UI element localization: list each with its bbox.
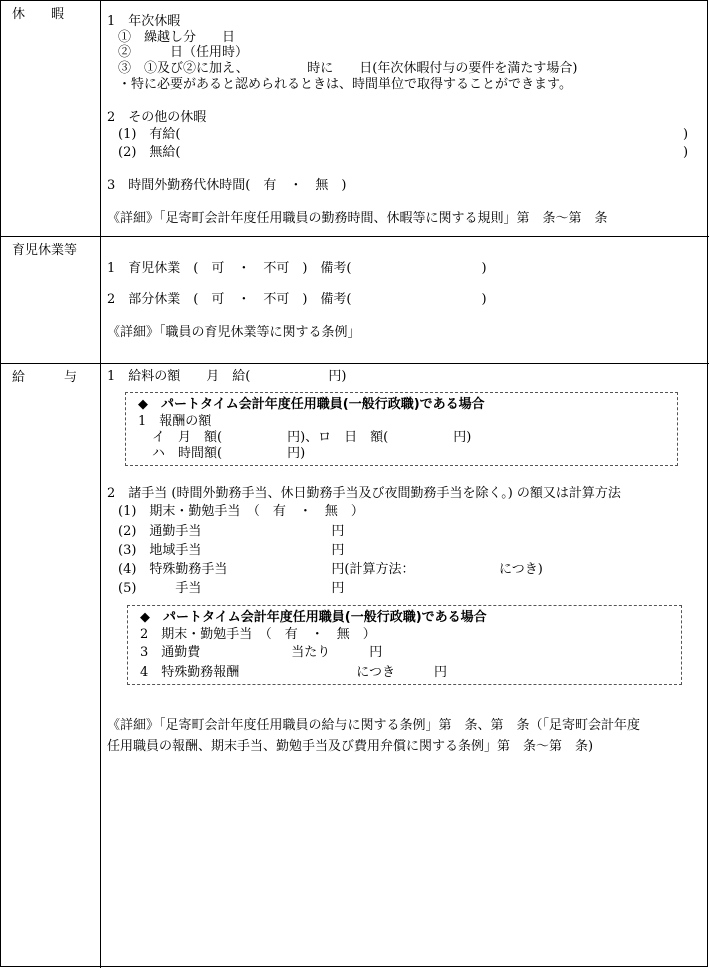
diamond-icon: ◆	[138, 397, 148, 412]
part-time-box-1-title-row	[138, 397, 485, 413]
kyuka-item2-b-close: )	[683, 145, 689, 160]
section-label-ikuji: 育児休業等	[12, 243, 78, 258]
allowance-1: (1) 期末・勤勉手当 （ 有 ・ 無 ）	[118, 504, 364, 519]
kyuka-item1-a: ① 繰越し分 日	[118, 30, 236, 45]
kyuka-item3: 3 時間外勤務代休時間( 有 ・ 無 )	[107, 178, 347, 193]
kyuka-detail: 《詳細》「足寄町会計年度任用職員の勤務時間、休暇等に関する規則」第 条～第 条	[107, 211, 608, 226]
part-time-box-2	[127, 605, 682, 685]
kyuyo-detail-2: 任用職員の報酬、期末手当、勤勉手当及び費用弁償に関する条例」第 条～第 条)	[107, 739, 594, 754]
part-time-box-1-title: パートタイム会計年度任用職員(一般行政職)である場合	[161, 397, 485, 412]
kyuka-item2-b: (2) 無給(	[118, 145, 181, 160]
allowance-5: (5) 手当 円	[118, 581, 345, 596]
section-label-kyuka: 休 暇	[12, 7, 65, 22]
box2-line1: 2 期末・勤勉手当 （ 有 ・ 無 ）	[140, 627, 376, 642]
kyuyo-item2-title: 2 諸手当 (時間外勤務手当、休日勤務手当及び夜間勤務手当を除く。) の額又は計算方法	[107, 486, 621, 501]
row-divider	[0, 363, 709, 364]
ikuji-item1: 1 育児休業 ( 可 ・ 不可 ) 備考( )	[107, 261, 487, 276]
column-divider	[100, 0, 101, 968]
allowance-4: (4) 特殊勤務手当 円(計算方法： につき)	[118, 562, 543, 577]
row-divider	[0, 236, 709, 237]
kyuka-item2-a: (1) 有給(	[118, 127, 181, 142]
ikuji-detail: 《詳細》「職員の育児休業等に関する条例」	[107, 325, 361, 340]
box2-line3: 4 特殊勤務報酬 につき 円	[140, 665, 448, 680]
allowance-2: (2) 通勤手当 円	[118, 524, 345, 539]
kyuka-item1-title: 1 年次休暇	[107, 14, 181, 29]
kyuyo-detail-1: 《詳細》「足寄町会計年度任用職員の給与に関する条例」第 条、第 条（「足寄町会計年度	[107, 718, 641, 733]
part-time-box-2-title-row	[140, 610, 487, 626]
kyuka-item1-b: ② 日（任用時）	[118, 45, 249, 60]
box1-line2: イ 月 額( 円)、ロ 日 額( 円)	[152, 430, 472, 445]
kyuyo-item1: 1 給料の額 月 給( 円)	[107, 369, 347, 384]
part-time-box-2-title: パートタイム会計年度任用職員(一般行政職)である場合	[163, 610, 487, 625]
box1-line3: ハ 時間額( 円)	[152, 446, 306, 461]
diamond-icon: ◆	[140, 610, 150, 625]
kyuka-item2-a-close: )	[683, 127, 689, 142]
kyuka-item2-title: 2 その他の休暇	[107, 110, 207, 125]
part-time-box-1	[125, 392, 678, 466]
box2-line2: 3 通勤費 当たり 円	[140, 645, 383, 660]
section-label-kyuyo: 給 与	[12, 370, 78, 385]
ikuji-item2: 2 部分休業 ( 可 ・ 不可 ) 備考( )	[107, 292, 487, 307]
kyuka-item1-note: ・特に必要があると認められるときは、時間単位で取得することができます。	[118, 77, 572, 92]
box1-line1: 1 報酬の額	[138, 414, 212, 429]
kyuka-item1-c: ③ ①及び②に加え、 時に 日(年次休暇付与の要件を満たす場合)	[118, 61, 578, 76]
allowance-3: (3) 地域手当 円	[118, 543, 345, 558]
